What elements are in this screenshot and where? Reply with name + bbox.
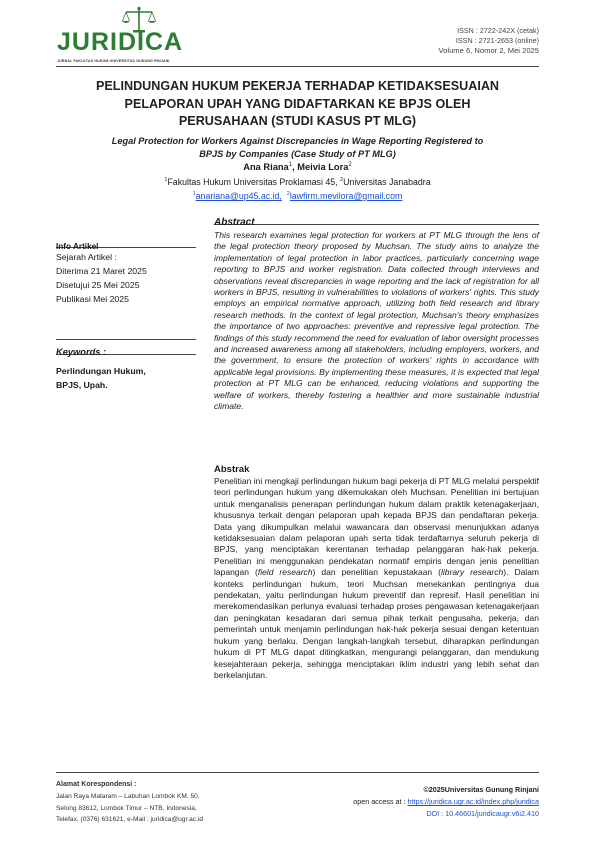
correspondence-line: Selong 83612, Lombok Timur – NTB, Indonesia, [56, 804, 197, 812]
abstrak-italic-term: library research [441, 567, 504, 578]
title-line: PELAPORAN UPAH YANG DIDAFTARKAN KE BPJS OLEH [124, 96, 471, 111]
keyword-line: BPJS, Upah. [56, 380, 108, 390]
correspondence-line: Telefax. (0376) 631621, e-Mail : juridica@ugr.ac.id [56, 816, 204, 824]
email-sup: 2 [286, 191, 290, 198]
subtitle-line: Legal Protection for Workers Against Discrepancies in Wage Reporting Registered to [111, 136, 484, 146]
article-title [56, 78, 539, 131]
history-item: Publikasi Mei 2025 [56, 294, 129, 304]
email-link[interactable]: anariana@up45.ac.id, [195, 191, 282, 201]
footer-divider [56, 772, 539, 773]
abstrak-segment: Penelitian ini mengkaji perlindungan hukum bagi pekerja di PT MLG melalui perspektif teori perlindungan hukum yang dikemukakan oleh Muchsan. Penelitian ini bertujuan untuk menganalisis penerapan perlindungan hukum dalam praktik ketenagakerjaan, khususnya terkait dengan pelaporan upah kepada BPJS dan pendaftaran pekerja. Data yang dikumpulkan melalui wawancara dan observasi menunjukkan adanya ketidaksesuaian dalam pelaporan upah serta tidak terdaftarnya seluruh pekerja di BPJS, yang menciptakan kerentanan terhadap pelanggaran hak-hak pekerja. Penelitian ini menggunakan pendekatan normatif empiris dengan jenis penelitian lapangan ( [214, 476, 539, 578]
rights-block [353, 784, 539, 820]
abstract-text: This research examines legal protection for workers at PT MLG through the lens of the legal protection theory proposed by Muchsan. The study aims to analyze the implementation of legal protection in labor practices, particularly concerning wage reporting to BPJS and worker registration. Data collected through interviews and observations reveal discrepancies in wage reporting and the lack of registration for all workers in BPJS, resulting in vulnerabilities to violations of workers' rights. This study employs an empirical normative approach, utilizing both field research and library research methods. In the context of legal protection, Muchsan's theory emphasizes the importance of two approaches: preventive and repressive legal protection. The findings of this study recommend the need for evaluation of labor oversight processes and increased awareness among all stakeholders, including employers, workers, and the government, to ensure the protection of workers' rights in accordance with applicable legal provisions. By implementing these measures, it is expected that legal protection at PT MLG can be enhanced, reducing violations and supporting the welfare of workers, thereby fostering a healthier and more sustainable industrial climate. [214, 230, 539, 412]
abstrak-italic-term: field research [257, 567, 313, 578]
correspondence-block [56, 779, 286, 826]
author-name: Ana Riana [243, 162, 289, 173]
journal-logo [55, 6, 184, 66]
history-label: Sejarah Artikel : [56, 252, 117, 262]
authors [56, 162, 539, 172]
keywords-heading: Keywords : [56, 347, 107, 357]
title-line: PELINDUNGAN HUKUM PEKERJA TERHADAP KETIDAKSESUAIAN [95, 79, 500, 93]
author-sup: 1 [288, 162, 293, 168]
author-emails [56, 191, 539, 201]
abstrak-heading: Abstrak [214, 464, 250, 475]
open-access-link[interactable]: https://juridica.ugr.ac.id/index.php/juridica [407, 797, 539, 806]
subtitle-line: BPJS by Companies (Case Study of PT MLG) [199, 149, 396, 159]
email-sup: 1 [192, 191, 196, 198]
correspondence-heading: Alamat Korespondensi : [56, 781, 137, 788]
issn-block [439, 26, 539, 56]
affiliations [56, 177, 539, 187]
issn-online: ISSN : 2721-2653 (online) [455, 36, 539, 45]
history-item: Diterima 21 Maret 2025 [56, 266, 147, 276]
history-item: Disetujui 25 Mei 2025 [56, 280, 140, 290]
article-subtitle [80, 135, 515, 161]
affiliation: Fakultas Hukum Universitas Proklamasi 45, [167, 177, 341, 187]
info-heading: Info Artikel [56, 242, 99, 251]
correspondence-line: Jalan Raya Mataram – Labuhan Lombok KM. 50, [56, 792, 200, 800]
email-link[interactable]: lawfirm.mevilora@gmail.com [289, 191, 403, 201]
abstrak-segment: ). Dalam konteks perlindungan hukum, teori Muchsan menekankan pentingnya dua pendekatan, yaitu perlindungan hukum preventif dan represif. Hasil penelitian ini merekomendasikan perlunya evaluasi terhadap proses pengawasan ketenagakerjaan dan peningkatan kesadaran dari semua pihak terkait pengusaha, pekerja, dan pemerintah untuk menjamin perlindungan hak-hak pekerja sesuai dengan ketentuan hukum yang berlaku. Dengan langkah-langkah tersebut, diharapkan perlindungan hukum di PT MLG dapat ditingkatkan, mengurangi pelanggaran, dan mendukung kesejahteraan pekerja, sehingga menciptakan iklim industri yang lebih sehat dan berkelanjutan. [214, 567, 540, 680]
author-name: Meivia Lora [297, 162, 349, 173]
abstract-heading: Abstract [214, 217, 255, 228]
affil-sup: 2 [340, 177, 344, 184]
abstrak-heading-box [214, 459, 539, 475]
info-heading-box [56, 236, 196, 251]
keyword-line: Perlindungan Hukum, [56, 366, 146, 376]
header-divider [56, 66, 539, 67]
author-sup: 2 [348, 162, 352, 168]
title-line: PERUSAHAAN (STUDI KASUS PT MLG) [178, 114, 417, 128]
journal-tagline: JURNAL FAKULTAS HUKUM UNIVERSITAS GUNUNG RINJANI [57, 59, 170, 63]
open-access-line [353, 796, 539, 808]
abstract-heading-box [214, 212, 539, 228]
journal-name: JURIDICA [57, 28, 184, 56]
doi[interactable]: DOI : 10.46601/juridicaugr.v6i2.410 [426, 809, 539, 818]
affiliation: Universitas Janabadra [343, 177, 431, 187]
keywords-list [56, 364, 196, 392]
volume-info: Volume 6, Nomor 2, Mei 2025 [438, 46, 539, 55]
affil-sup: 1 [164, 177, 168, 184]
open-access-label: open access at : [353, 797, 408, 806]
author-separator: , [292, 162, 298, 173]
keywords-heading-box [56, 339, 196, 355]
copyright: ©2025Universitas Gunung Rinjani [423, 785, 539, 794]
article-history [56, 250, 196, 306]
abstrak-text [214, 476, 539, 681]
issn-print: ISSN : 2722-242X (cetak) [457, 26, 539, 35]
abstrak-segment: ) dan penelitian kepustakaan ( [312, 567, 441, 578]
